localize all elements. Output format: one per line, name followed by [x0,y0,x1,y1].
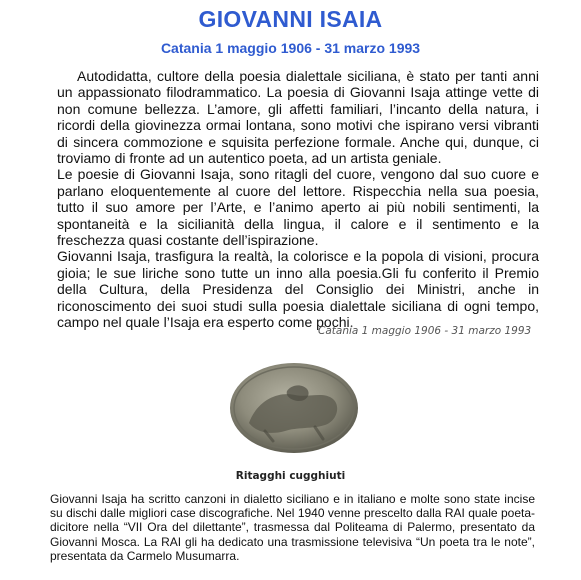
notes-paragraph: Giovanni Isaja ha scritto canzoni in dialetto siciliano e in italiano e molte sono state incise su dischi dalle migliori case discografiche. Nel 1940 venne prescelto dalla RAI quale poeta-dicitore nella “VII Ora del dilettante”, trasmessa dal Politeama di Palermo, presentato da Giovanni Mosca. La RAI gli ha dedicato una trasmissione televisiva “Un poeta tra le note”, presentata da Carmelo Musumarra. [50,492,535,563]
page-subtitle: Catania 1 maggio 1906 - 31 marzo 1993 [160,40,421,56]
coin-photo-icon [227,361,361,455]
bio-paragraph: Giovanni Isaja, trasfigura la realtà, la colorisce e la popola di visioni, procura gioia; le sue liriche sono tutte un inno alla poesia.Gli fu conferito il Premio della Cultura, della Presidenza del Consiglio dei Ministri, anche in riconoscimento dei suoi studi sulla poesia dialettale siciliana di ogni tempo, campo nel quale l’Isaja era esperto come pochi. [57,248,539,331]
page-title: GIOVANNI ISAIA [198,6,383,32]
image-caption: Ritagghi cugghiuti [235,470,346,482]
bio-paragraph: Le poesie di Giovanni Isaja, sono ritagli del cuore, vengono dal suo cuore e parlano eloquentemente al cuore del lettore. Rispecchia nella sua poesia, tutto il suo amore per l’Arte, e l’animo aperto ai più nobili sentimenti, la spontaneità e la sicilianità della lingua, il calore e il sentimento e la freschezza quasi costante dell’ispirazione. [57,166,539,249]
date-caption: Catania 1 maggio 1906 - 31 marzo 1993 [318,325,532,337]
biography [57,68,539,331]
bio-paragraph: Autodidatta, cultore della poesia dialettale siciliana, è stato per tanti anni un appassionato filodrammatico. La poesia di Giovanni Isaja attinge vette di non comune bellezza. L’amore, gli affetti familiari, l’incanto della natura, i ricordi della giovinezza ormai lontana, sono motivi che ispirano versi vibranti di sincera commozione e squisita perfezione formale. Anche qui, dunque, ci troviamo di fronte ad un autentico poeta, ad un artista geniale. [57,68,539,167]
